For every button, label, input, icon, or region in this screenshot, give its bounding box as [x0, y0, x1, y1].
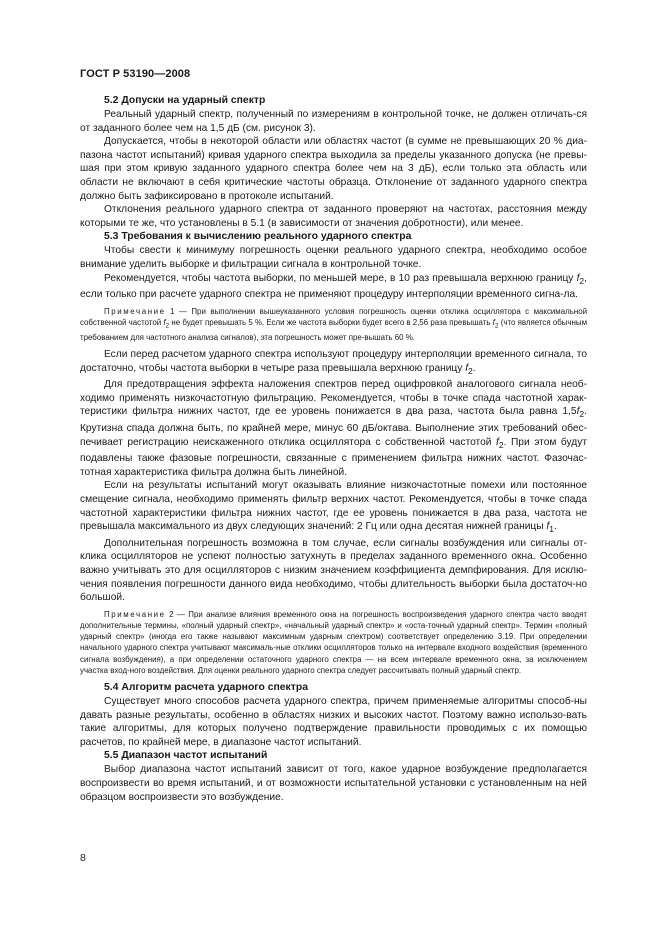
paragraph: Допускается, чтобы в некоторой области или областях частот (в сумме не превышающих 20 % диа-пазона частот испытаний) кривая ударного спектра выходила за пределы указанного допуска (не превы-шая при этом кривую заданного ударного спектра более чем на 3 дБ), если только эта область или области не включают в себя критические частоты образца. Отклонение от заданного ударного спектра должно быть зафиксировано в протоколе испытаний. [80, 136, 587, 202]
section-title-5-2: 5.2 Допуски на ударный спектр [104, 95, 266, 106]
paragraph: Рекомендуется, чтобы частота выборки, по меньшей мере, в 10 раз превышала верхнюю границу $f_2$, если только при расчете ударного спектра не применяют процедуру интерполяции временного сигна-ла. [80, 272, 587, 301]
note-2: Примечание 2 — При анализе влияния временного окна на погрешность воспроизведения ударного спектра часто вводят дополнительные термины, «полный ударный спектр», «начальный ударный спектр» и «оста-точный ударный спектр». Термин «полный ударный спектр» (иногда его также называют максимным ударным спектром) соответствует определению 3.19. При определении начального ударного спектра учитывают максималь-ные отклики осцилляторов только на интервале входного воздействия (временного сигнала возбуждения), а при определении остаточного ударного спектра — на всем интервале временного окна, за исключением участка вход-ного воздействия. Для оценки реального ударного спектра следует рассчитывать полный ударный спектр. [80, 609, 587, 675]
paragraph: Чтобы свести к минимуму погрешность оценки реального ударного спектра, необходимо особое внимание уделить выборке и фильтрации сигнала в контрольной точке. [80, 245, 587, 270]
section-title-5-4: 5.4 Алгоритм расчета ударного спектра [104, 681, 308, 693]
document-header: ГОСТ Р 53190—2008 [80, 68, 191, 80]
page-number: 8 [80, 853, 86, 864]
paragraph: Если на результаты испытаний могут оказывать влияние низкочастотные помехи или постоянное смещение сигнала, необходимо применять фильтр верхних частот. Рекомендуется, чтобы в точке спада частотной характеристики фильтра нижних частот, где ее уровень понижается в два раза, частота не превышала максимального из двух следующих значений: 2 Гц или одна десятая нижней границы $f_1$. [80, 480, 587, 535]
paragraph: Дополнительная погрешность возможна в том случае, если сигналы возбуждения или сигналы от-клика осцилляторов не успеют полностью затухнуть в пределах заданного временного окна. Особенно важно учитывать это для осцилляторов с низким значением коэффициента демпфирования. Для исклю-чения появления погрешности данного вида необходимо, чтобы длительность выборки была достаточ-но большой. [80, 537, 587, 604]
paragraph: Реальный ударный спектр, полученный по измерениям в контрольной точке, не должен отличать-ся от заданного более чем на 1,5 дБ (см. рисунок 3). [80, 109, 587, 134]
page-content [80, 94, 587, 804]
note-1: Примечание 1 — При выполнении вышеуказанного условия погрешность оценки отклика осциллятора с максимальной собственной частотой $f_2$ не будет превышать 5 %. Если же частота выборки будет всего в 2,56 раза превышать $f_2$ (что является обычным требованием для частотного анализа сигналов), эта погрешность может пре-вышать 60 %. [80, 306, 587, 342]
paragraph: Для предотвращения эффекта наложения спектров перед оцифровкой аналогового сигнала необ-ходимо применять низкочастотную фильтрацию. Рекомендуется, чтобы в точке спада частотной харак-теристики фильтра нижних частот, где ее уровень понижается в два раза, частота была равна $1,5f_2$. Крутизна спада должна быть, по крайней мере, минус 60 дБ/октава. Выполнение этих требований обес-печивает регистрацию неискаженного отклика осциллятора с собственной частотой $f_2$. При этом будут подавлены также фазовые погрешности, связанные с применением фильтра нижних частот. Фазочас-тотная характеристика фильтра должна быть линейной. [80, 379, 587, 478]
paragraph: Отклонения реального ударного спектра от заданного проверяют на частотах, расстояния между которыми те же, что установлены в 5.1 (в зависимости от значения добротности), или менее. [80, 204, 587, 229]
section-title-5-5: 5.5 Диапазон частот испытаний [104, 750, 268, 762]
section-title-5-3: 5.3 Требования к вычислению реального ударного спектра [104, 231, 412, 243]
paragraph: Если перед расчетом ударного спектра используют процедуру интерполяции временного сигнала, то достаточно, чтобы частота выборки в четыре раза превышала верхнюю границу $f_2$. [80, 348, 587, 376]
paragraph: Существует много способов расчета ударного спектра, причем применяемые алгоритмы способ-ны давать разные результаты, особенно в областях низких и высоких частот. Поэтому важно использо-вать такие алгоритмы, для которых получено подтверждение правильности проводимых с их помощью расчетов, по крайней мере, в диапазоне частот испытаний. [80, 695, 587, 748]
paragraph: Выбор диапазона частот испытаний зависит от того, какое ударное возбуждение предполагается воспроизвести во время испытаний, и от возможности испытательной установки с установленным на ней образцом воспроизвести это возбуждение. [80, 764, 587, 803]
